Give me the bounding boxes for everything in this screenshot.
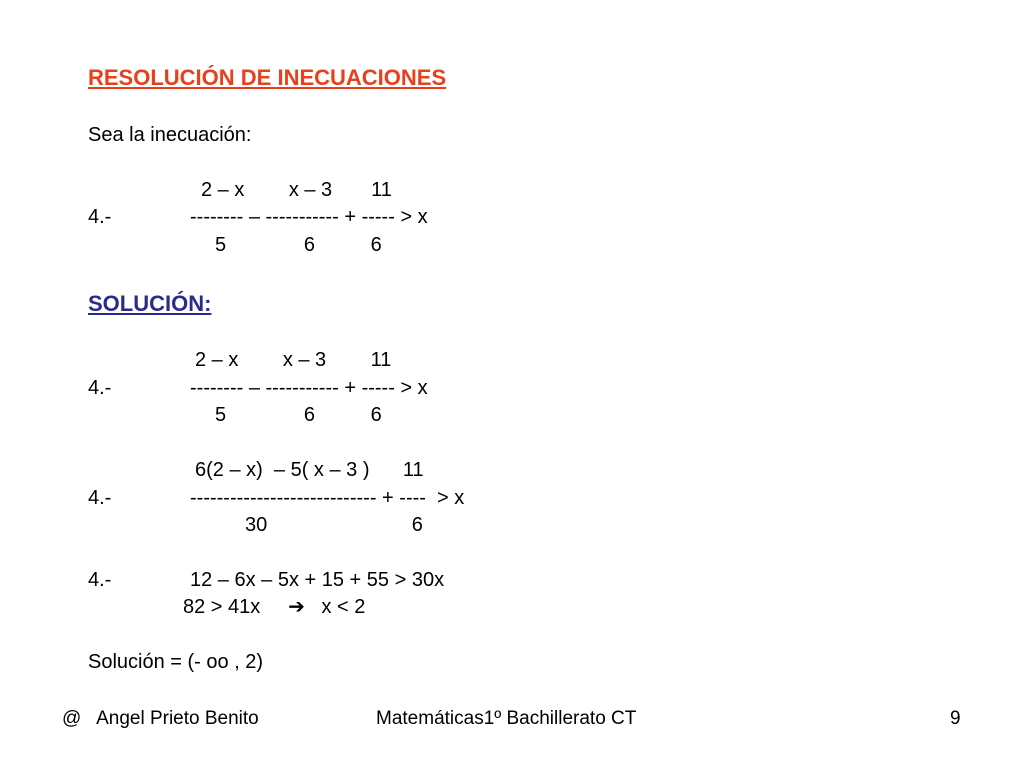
step1-fraction-bars: -------- – ----------- + ----- > x xyxy=(190,377,428,399)
footer-author: @ Angel Prieto Benito xyxy=(62,708,259,729)
step1-denominators: 5 6 6 xyxy=(215,404,382,426)
step2-numerators: 6(2 – x) – 5( x – 3 ) 11 xyxy=(195,459,424,481)
step2-label: 4.- xyxy=(88,487,112,509)
problem-numerators: 2 – x x – 3 11 xyxy=(201,179,392,201)
problem-denominators: 5 6 6 xyxy=(215,234,382,256)
page-title: RESOLUCIÓN DE INECUACIONES xyxy=(88,65,447,90)
footer-course: Matemáticas1º Bachillerato CT xyxy=(376,708,637,729)
step2-fraction-bars: ---------------------------- + ---- > x xyxy=(190,487,465,509)
intro-text: Sea la inecuación: xyxy=(88,124,252,146)
step3-label: 4.- xyxy=(88,569,112,591)
step1-label: 4.- xyxy=(88,377,112,399)
step2-denominators: 30 6 xyxy=(245,514,423,536)
solution-heading: SOLUCIÓN: xyxy=(88,291,212,316)
footer-page-number: 9 xyxy=(950,708,961,729)
step3-line1: 12 – 6x – 5x + 15 + 55 > 30x xyxy=(190,569,445,591)
step3-line2: 82 > 41x ➔ x < 2 xyxy=(183,596,366,618)
problem-fraction-bars: -------- – ----------- + ----- > x xyxy=(190,206,428,228)
final-solution: Solución = (- oo , 2) xyxy=(88,651,264,673)
step1-numerators: 2 – x x – 3 11 xyxy=(195,349,392,371)
problem-label: 4.- xyxy=(88,206,112,228)
